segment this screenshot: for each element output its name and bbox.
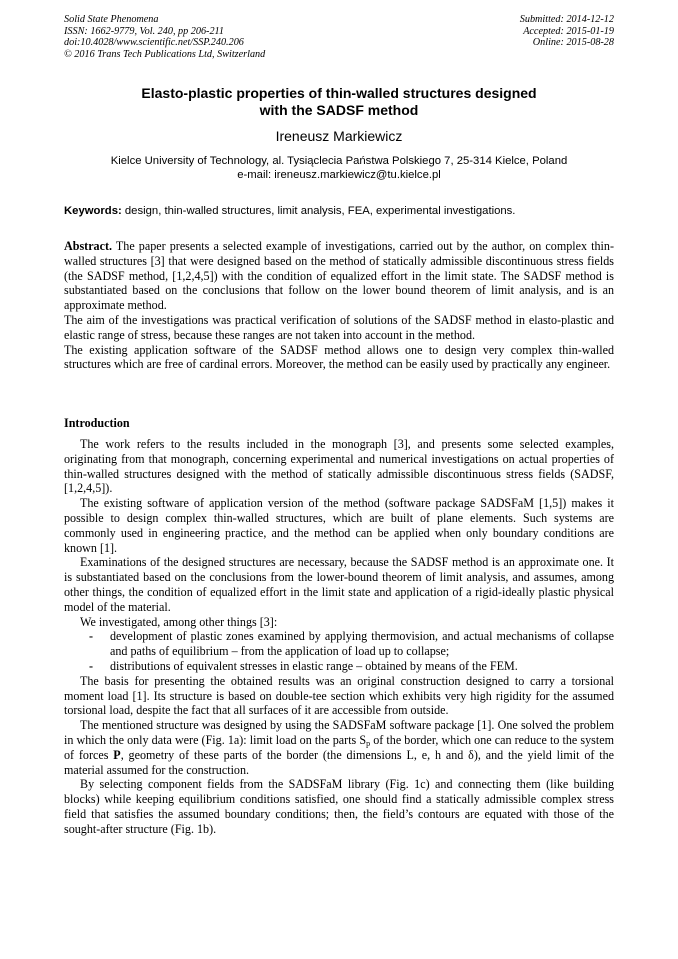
journal-info <box>64 14 265 60</box>
submitted-date: Submitted: 2014-12-12 <box>519 14 614 25</box>
abstract <box>64 239 614 372</box>
list-item <box>64 629 614 659</box>
p6-text-b: of the border, which one can reduce to the system of forces <box>64 732 614 762</box>
investigation-list <box>64 629 614 673</box>
author-name: Ireneusz Markiewicz <box>275 128 403 144</box>
intro-paragraph-7: By selecting component fields from the SADSFaM library (Fig. 1c) and connecting them (like building blocks) while keeping equilibrium conditions satisfied, one should find a statically admissible complex stress field that satisfies the assumed boundary conditions; then, the field’s contours are equated with those of the sought-after structure (Fig. 1b). <box>64 777 614 836</box>
abstract-paragraph-1 <box>64 239 614 313</box>
p6-text-a: The mentioned structure was designed by using the SADSFaM software package [1]. One solved the problem in which the only data were (Fig. 1a): limit load on the parts S <box>64 718 614 747</box>
introduction-body <box>64 437 614 837</box>
affiliation: Kielce University of Technology, al. Tysiąclecia Państwa Polskiego 7, 25-314 Kielce, Poland <box>110 155 568 167</box>
intro-paragraph-2: The existing software of application version of the method (software package SADSFaM [1,5]) makes it possible to design complex thin-walled structures, which are built of plane elements. Such systems are commonly used in engineering practice, and the method can be applied when only boundary conditions are known [1]. <box>64 496 614 555</box>
journal-copyright: © 2016 Trans Tech Publications Ltd, Switzerland <box>64 48 266 60</box>
paper-title <box>64 85 614 119</box>
keywords <box>64 204 624 218</box>
keywords-text: design, thin-walled structures, limit analysis, FEA, experimental investigations. <box>121 205 516 217</box>
bullet-dash: - <box>89 629 94 644</box>
title-line-2: with the SADSF method <box>259 102 419 118</box>
p6-bold-symbol: P <box>113 747 121 762</box>
p6-subscript: p <box>366 738 371 748</box>
bullet-text: development of plastic zones examined by applying thermovision, and actual mechanisms of collapse and paths of equilibrium – from the application of load up to collapse; <box>110 629 614 659</box>
bullet-text: distributions of equivalent stresses in elastic range – obtained by means of the FEM. <box>110 658 518 673</box>
abstract-p1-text: The paper presents a selected example of investigations, carried out by the author, on complex thin-walled structures [3] that were designed based on the method of statically admissible discontinuous stress fields (the SADSF method, [1,2,4,5]) with the condition of equalized effort in the limit state. The SADSF method is substantiated based on the conclusions that follow on the lower bound theorem of limit analysis, and is an approximate method. <box>64 239 614 313</box>
online-date: Online: 2015-08-28 <box>532 37 614 48</box>
title-line-1: Elasto-plastic properties of thin-walled structures designed <box>141 85 537 101</box>
abstract-label: Abstract. <box>64 239 113 253</box>
intro-paragraph-4: We investigated, among other things [3]: <box>80 614 278 629</box>
journal-issn: ISSN: 1662-9779, Vol. 240, pp 206-211 <box>64 25 224 37</box>
intro-paragraph-3: Examinations of the designed structures are necessary, because the SADSF method is an approximate one. It is substantiated based on the conclusions from the lower-bound theorem of limit analysis, and assumes, among other things, the condition of equalized effort in the limit state and application of a rigid-ideally plastic physical model of the material. <box>64 555 614 614</box>
intro-paragraph-6 <box>64 718 614 777</box>
journal-doi: doi:10.4028/www.scientific.net/SSP.240.206 <box>64 37 244 48</box>
journal-name: Solid State Phenomena <box>64 14 159 25</box>
abstract-paragraph-3: The existing application software of the SADSF method allows one to design very complex thin-walled structures which are free of cardinal errors. Moreover, the method can be easily used by practically any engineer. <box>64 342 614 372</box>
email: e-mail: ireneusz.markiewicz@tu.kielce.pl <box>237 169 441 181</box>
abstract-paragraph-2: The aim of the investigations was practical verification of solutions of the SADSF method in elasto-plastic and elastic range of stress, because these ranges are not taken into account in the method. <box>64 312 614 342</box>
author-affiliation-block <box>64 154 614 182</box>
keywords-label: Keywords: <box>64 205 122 217</box>
intro-paragraph-1: The work refers to the results included in the monograph [3], and presents some selected examples, originating from that monograph, concerning experimental and numerical investigations on actual properties of thin-walled structures designed with the method of statically admissible discontinuous stress fields (SADSF, [1,2,4,5]). <box>64 437 614 496</box>
accepted-date: Accepted: 2015-01-19 <box>523 25 614 37</box>
bullet-dash: - <box>89 658 94 673</box>
section-heading-introduction: Introduction <box>64 416 130 430</box>
intro-paragraph-5: The basis for presenting the obtained results was an original construction designed to carry a torsional moment load [1]. Its structure is based on double-tee section which exhibits very high rigidity for the assumed torsional load, despite the fact that all surfaces of it are accessible from outside. <box>64 673 614 718</box>
p6-text-c: , geometry of these parts of the border (the dimensions L, e, h and δ), and the yield limit of the material assumed for the construction. <box>64 747 614 777</box>
submission-dates <box>520 14 614 49</box>
list-item <box>64 659 614 674</box>
